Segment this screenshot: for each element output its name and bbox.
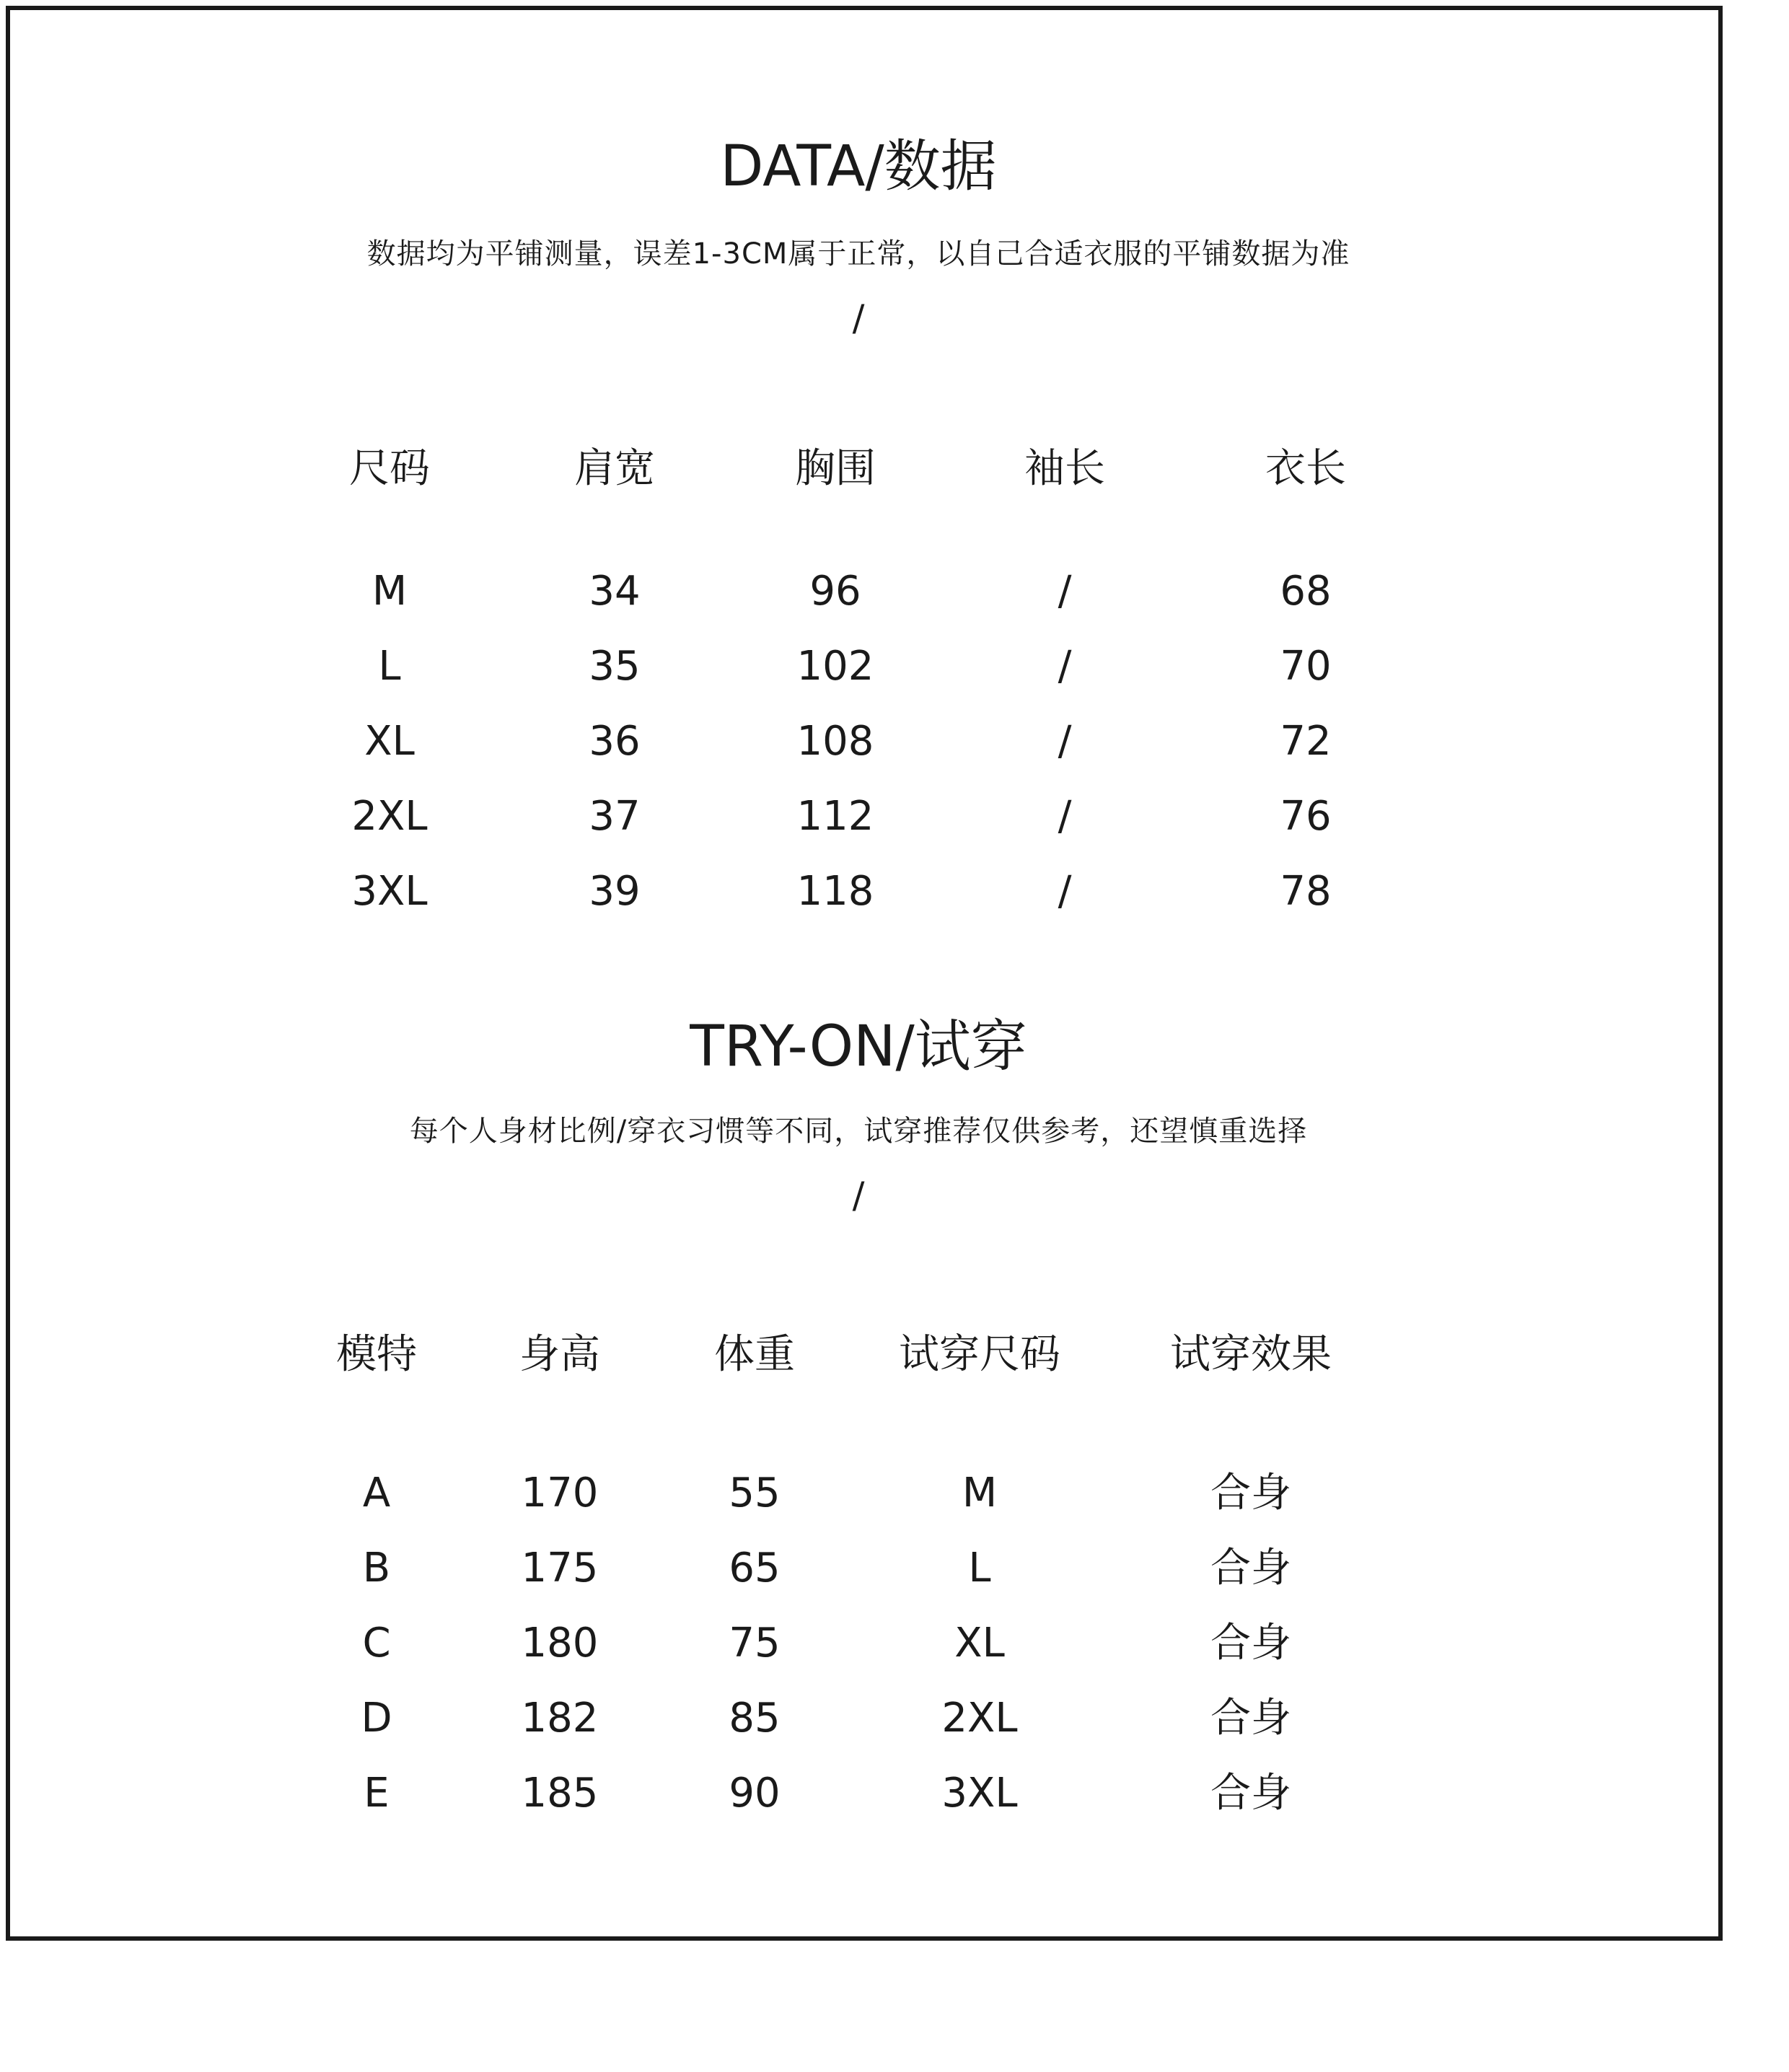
size-table-header-4: 衣长 [1265, 445, 1346, 492]
size-table-cell-r4-c3: / [1058, 868, 1072, 915]
data-separator: / [852, 297, 865, 339]
tryon-table-cell-r4-c1: 185 [521, 1770, 599, 1817]
size-table-cell-r4-c1: 39 [589, 868, 641, 915]
tryon-table-cell-r0-c2: 55 [729, 1470, 781, 1516]
size-table-cell-r2-c4: 72 [1280, 718, 1332, 765]
tryon-table-cell-r3-c2: 85 [729, 1695, 781, 1742]
tryon-table-cell-r3-c3: 2XL [941, 1695, 1018, 1742]
data-note: 数据均为平铺测量，误差1-3CM属于正常，以自己合适衣服的平铺数据为准 [366, 237, 1350, 271]
size-table-cell-r4-c2: 118 [796, 868, 874, 915]
size-table-cell-r0-c3: / [1058, 568, 1072, 615]
tryon-table-cell-r4-c3: 3XL [941, 1770, 1018, 1817]
tryon-table-cell-r4-c4: 合身 [1210, 1770, 1291, 1817]
page-frame [6, 6, 1723, 1941]
size-table-cell-r1-c1: 35 [589, 643, 641, 690]
tryon-table-cell-r2-c0: C [362, 1620, 391, 1667]
tryon-table-cell-r2-c3: XL [954, 1620, 1005, 1667]
tryon-title: TRY-ON/试穿 [690, 1014, 1027, 1079]
tryon-table-cell-r2-c2: 75 [729, 1620, 781, 1667]
size-table-cell-r1-c0: L [378, 643, 401, 690]
tryon-separator: / [852, 1175, 865, 1216]
tryon-table-cell-r2-c4: 合身 [1210, 1620, 1291, 1667]
size-table-cell-r3-c1: 37 [589, 793, 641, 840]
tryon-table-cell-r4-c0: E [364, 1770, 390, 1817]
size-table-cell-r0-c0: M [372, 568, 408, 615]
tryon-table-cell-r1-c3: L [968, 1545, 991, 1592]
tryon-table-cell-r0-c1: 170 [521, 1470, 599, 1516]
tryon-table-cell-r0-c3: M [962, 1470, 998, 1516]
tryon-table-header-3: 试穿尺码 [899, 1331, 1060, 1378]
size-table-header-0: 尺码 [349, 445, 430, 492]
size-table-cell-r0-c1: 34 [589, 568, 641, 615]
tryon-note: 每个人身材比例/穿衣习惯等不同，试穿推荐仅供参考，还望慎重选择 [409, 1115, 1308, 1148]
tryon-table-header-1: 身高 [519, 1331, 600, 1378]
size-table-cell-r4-c0: 3XL [351, 868, 428, 915]
size-table-cell-r3-c3: / [1058, 793, 1072, 840]
tryon-table-cell-r0-c4: 合身 [1210, 1470, 1291, 1516]
data-title: DATA/数据 [720, 134, 997, 199]
size-table-cell-r1-c4: 70 [1280, 643, 1332, 690]
tryon-table-header-0: 模特 [336, 1331, 417, 1378]
tryon-table-cell-r3-c1: 182 [521, 1695, 599, 1742]
size-table-cell-r0-c2: 96 [809, 568, 861, 615]
tryon-table-header-2: 体重 [714, 1331, 795, 1378]
tryon-table-header-4: 试穿效果 [1170, 1331, 1332, 1378]
tryon-table-cell-r3-c4: 合身 [1210, 1695, 1291, 1742]
size-table-cell-r3-c4: 76 [1280, 793, 1332, 840]
size-table-cell-r3-c0: 2XL [351, 793, 428, 840]
tryon-table-cell-r1-c0: B [362, 1545, 391, 1592]
size-table-cell-r1-c2: 102 [796, 643, 874, 690]
size-table-cell-r2-c2: 108 [796, 718, 874, 765]
tryon-table-cell-r1-c1: 175 [521, 1545, 599, 1592]
size-table-cell-r4-c4: 78 [1280, 868, 1332, 915]
tryon-table-cell-r2-c1: 180 [521, 1620, 599, 1667]
tryon-table-cell-r3-c0: D [361, 1695, 392, 1742]
tryon-table-cell-r4-c2: 90 [729, 1770, 781, 1817]
tryon-table-cell-r1-c2: 65 [729, 1545, 781, 1592]
size-table-header-2: 胸围 [795, 445, 876, 492]
size-table-header-1: 肩宽 [574, 445, 655, 492]
size-table-cell-r3-c2: 112 [796, 793, 874, 840]
size-table-cell-r1-c3: / [1058, 643, 1072, 690]
size-table-cell-r2-c0: XL [364, 718, 415, 765]
size-table-header-3: 袖长 [1024, 445, 1105, 492]
size-table-cell-r2-c1: 36 [589, 718, 641, 765]
tryon-table-cell-r1-c4: 合身 [1210, 1545, 1291, 1592]
size-table-cell-r0-c4: 68 [1280, 568, 1332, 615]
size-table-cell-r2-c3: / [1058, 718, 1072, 765]
tryon-table-cell-r0-c0: A [362, 1470, 391, 1516]
